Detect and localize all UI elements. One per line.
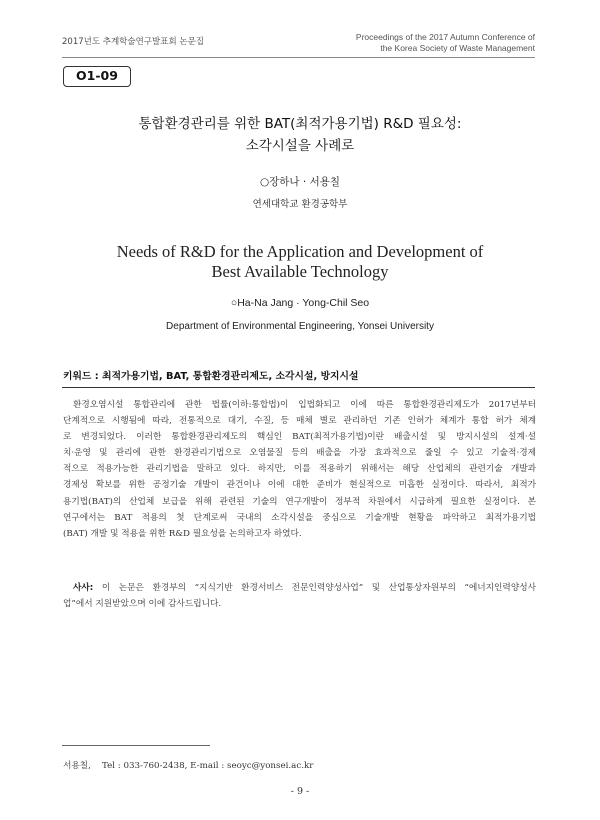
keywords: 키워드 : 최적가용기법, BAT, 통합환경관리제도, 소각시설, 방지시설 <box>63 371 359 382</box>
authors-en: ○Ha-Na Jang · Yong-Chil Seo <box>230 297 370 309</box>
authors-ko: ○장하나 · 서용칠 <box>259 176 341 188</box>
acknowledgment-text: 이 논문은 환경부의 “지식기반 환경서비스 전문인력양성사업” 및 산업통상자원부의 “에너지인력양성사 <box>101 583 536 593</box>
abstract-line: (BAT) 개발 및 적용을 위한 R&D 필요성을 논의하고자 하였다. <box>63 528 302 539</box>
abstract-line: 치·운영 및 관리에 관한 환경관리기법으로 오염물질 등의 배출을 가장 효과적으로 줄일 수 있고 기술적·경제 <box>63 448 536 459</box>
acknowledgment-line <box>63 580 536 596</box>
abstract-line: 적으로 적용가능한 관리기법을 말하고 있다. 하지만, 이를 적용하기 위해서는 해당 산업체의 관련기술 개발과 <box>63 464 536 475</box>
running-header-left: 2017년도 추계학술연구발표회 논문집 <box>62 37 204 47</box>
abstract <box>63 397 536 542</box>
abstract-line: 단계적으로 시행됨에 따라, 전통적으로 대기, 수질, 등 매체 별로 관리하던 기존 인허가 체계가 통합 허가 체계 <box>63 416 536 427</box>
acknowledgment-line: 업”에서 지원받았으며 이에 감사드립니다. <box>63 599 222 610</box>
affiliation-en: Department of Environmental Engineering, Yonsei University <box>166 321 434 332</box>
header-rule <box>62 57 535 58</box>
footnote: 서용칠, Tel : 033-760-2438, E-mail : seoyc@yonsei.ac.kr <box>63 761 314 771</box>
acknowledgment-label: 사사: <box>73 583 94 593</box>
abstract-line: 연구에서는 BAT 적용의 첫 단계로써 국내의 소각시설을 중심으로 기술개발 현황을 파악하고 최적가용기법 <box>63 512 536 523</box>
page-number: - 9 - <box>290 786 310 797</box>
keywords-rule <box>62 387 535 388</box>
affiliation-ko: 연세대학교 환경공학부 <box>252 199 348 210</box>
title-ko-line-2: 소각시설을 사례로 <box>245 138 355 154</box>
title-ko-line-1: 통합환경관리를 위한 BAT(최적가용기법) R&D 필요성: <box>138 116 462 132</box>
running-header-right <box>356 32 535 54</box>
footnote-rule <box>62 745 210 746</box>
abstract-line: 로 변경되었다. 이러한 통합환경관리제도의 핵심인 BAT(최적가용기법)이란 배출시설 및 방지시설의 설계·설 <box>63 432 536 443</box>
paper-code-badge: O1-09 <box>63 66 131 87</box>
abstract-line: 용기법(BAT)의 산업체 보급을 위해 관련된 기술의 연구개발이 정부적 차원에서 시급하게 필요한 실정이다. 본 <box>63 496 536 507</box>
acknowledgment <box>63 580 536 612</box>
running-header-right-line: Proceedings of the 2017 Autumn Conference of <box>355 32 535 42</box>
abstract-line: 환경오염시설 통합관리에 관한 법률(이하:통합법)이 입법화되고 이에 따른 통합환경관리제도가 2017년부터 <box>73 400 536 410</box>
abstract-line: 경제성 확보를 위한 공정기술 개발이 관건이나 이에 대한 준비가 현실적으로 미흡한 실정이다. 따라서, 최적가 <box>63 480 536 491</box>
running-header-right-line: the Korea Society of Waste Management <box>380 43 535 53</box>
title-en-line-2: Best Available Technology <box>211 262 389 281</box>
title-en-line-1: Needs of R&D for the Application and Development of <box>116 242 484 261</box>
